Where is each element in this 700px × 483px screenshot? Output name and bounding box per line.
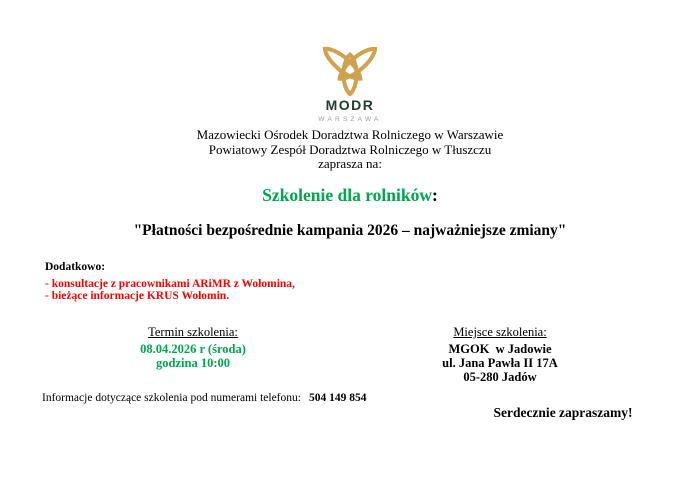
schedule-time: godzina 10:00 — [156, 356, 230, 370]
schedule-section — [103, 325, 283, 370]
contact-phone-number: 504 149 854 — [308, 392, 367, 404]
event-heading-text: Szkolenie dla rolników — [262, 185, 433, 205]
extras-item-arimr: - konsultacje z pracownikami ARiMR z Wołomina, — [45, 278, 295, 290]
extras-label: Dodatkowo: — [45, 261, 106, 273]
extras-item-krus: - bieżące informacje KRUS Wołomin. — [45, 289, 230, 302]
venue-street: ul. Jana Pawła II 17A — [442, 356, 558, 370]
contact-info-text: Informacje dotyczące szkolenia pod numerami telefonu: — [42, 392, 301, 404]
event-heading-colon: : — [432, 185, 438, 205]
schedule-date: 08.04.2026 r (środa) — [140, 342, 246, 356]
extras-section — [45, 261, 295, 302]
closing-invitation: Serdecznie zapraszamy! — [493, 405, 633, 420]
schedule-label: Termin szkolenia: — [148, 325, 238, 339]
venue-name: MGOK w Jadowie — [448, 342, 552, 356]
venue-label: Miejsce szkolenia: — [453, 325, 547, 339]
modr-logo — [0, 44, 700, 123]
contact-line — [42, 392, 366, 404]
logo-org-abbr: MODR — [325, 97, 375, 113]
venue-postal: 05-280 Jadów — [463, 370, 537, 384]
venue-section — [410, 325, 590, 384]
trefoil-knot-icon — [321, 44, 379, 96]
invitation-line: zaprasza na: — [318, 156, 382, 171]
event-heading — [0, 185, 700, 206]
organizer-line-2: Powiatowy Zespół Doradztwa Rolniczego w Tłuszczu — [208, 141, 492, 157]
organizer-line-1: Mazowiecki Ośrodek Doradztwa Rolniczego w Warszawie — [196, 127, 504, 142]
organizer-intro — [0, 128, 700, 172]
logo-org-city: WARSZAWA — [318, 116, 382, 123]
event-title: "Płatności bezpośrednie kampania 2026 – najważniejsze zmiany" — [133, 222, 567, 239]
